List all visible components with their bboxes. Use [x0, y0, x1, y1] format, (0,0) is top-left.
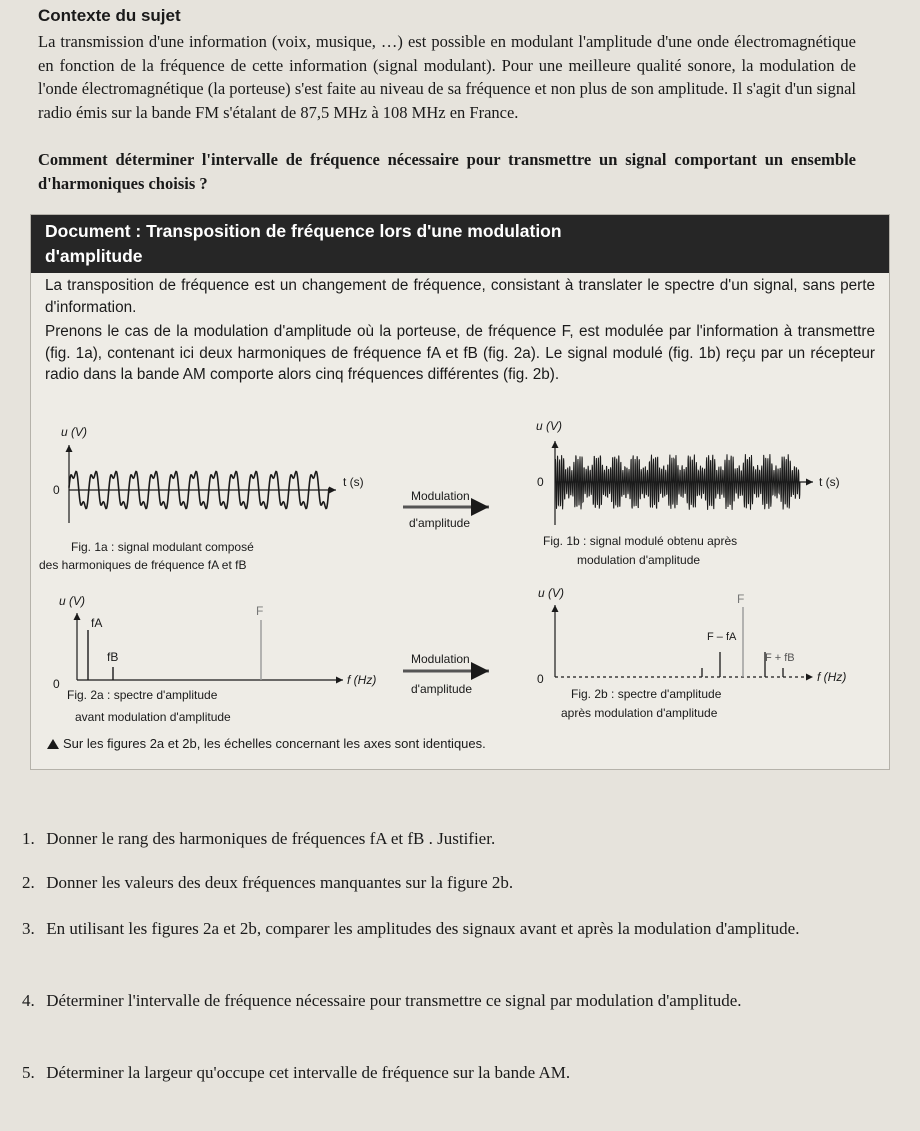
arrow2-label-2: d'amplitude: [411, 682, 472, 696]
fig2a-zero: 0: [53, 677, 60, 691]
context-question: Comment déterminer l'intervalle de fréquence nécessaire pour transmettre un signal comportant un ensemble d'harmoniques choisis ?: [38, 150, 856, 193]
fig1a: [39, 425, 364, 572]
arrow1-label-2: d'amplitude: [409, 516, 470, 530]
figures-panel: [31, 215, 889, 769]
fig2a-label-fB: fB: [107, 650, 119, 664]
fig1b-ylabel: u (V): [536, 419, 563, 433]
fig2b-label-F-minus-fA: F – fA: [707, 631, 737, 643]
question-4-number: 4.: [22, 991, 35, 1010]
fig1b: [536, 419, 840, 567]
question-5-text: Déterminer la largeur qu'occupe cet intervalle de fréquence sur la bande AM.: [46, 1063, 571, 1082]
question-3: [22, 916, 892, 942]
fig2a-caption-2: avant modulation d'amplitude: [75, 710, 231, 724]
fig1a-xlabel: t (s): [343, 475, 364, 489]
question-2-number: 2.: [22, 873, 35, 892]
question-5-number: 5.: [22, 1063, 35, 1082]
fig1a-caption-2: des harmoniques de fréquence fA et fB: [39, 558, 247, 572]
fig2b-label-F-plus-fB: F + fB: [765, 652, 795, 664]
document-paragraph-2: Prenons le cas de la modulation d'amplitude où la porteuse, de fréquence F, est modulée par l'information à transmettre (fig. 1a), contenant ici deux harmoniques de fréquence fA et fB (fig. 2a). Le signal modulé (fig. 1b) reçu par un récepteur radio dans la bande AM comporte alors cinq fréquences différentes (fig. 2b).: [45, 323, 875, 383]
question-1-number: 1.: [22, 829, 35, 848]
fig2a-ylabel: u (V): [59, 594, 86, 608]
question-4: [22, 988, 892, 1014]
fig2b-caption-1: Fig. 2b : spectre d'amplitude: [571, 687, 722, 701]
fig2b-label-F: F: [737, 592, 745, 606]
fig1b-caption-2: modulation d'amplitude: [577, 553, 701, 567]
document-note: [47, 736, 486, 751]
fig1b-caption-1: Fig. 1b : signal modulé obtenu après: [543, 534, 738, 548]
document-box: [30, 214, 890, 770]
question-2: [22, 870, 892, 896]
fig1b-xlabel: t (s): [819, 475, 840, 489]
fig1b-modulated-signal: [555, 454, 800, 510]
fig2b-ylabel: u (V): [538, 586, 565, 600]
fig1a-caption-1: Fig. 1a : signal modulant composé: [71, 540, 254, 554]
fig1a-ylabel: u (V): [61, 425, 88, 439]
fig2b-xlabel: f (Hz): [817, 670, 847, 684]
modulation-arrow-2: [403, 652, 489, 696]
document-note-text: Sur les figures 2a et 2b, les échelles concernant les axes sont identiques.: [63, 736, 486, 751]
context-paragraph: La transmission d'une information (voix, musique, …) est possible en modulant l'amplitude d'une onde électromagnétique en fonction de la fréquence de cette information (signal modulant). Pour une meilleure qualité sonore, la modulation de l'onde électromagnétique (la porteuse) s'est faite au niveau de sa fréquence et non plus de son amplitude. Il s'agit d'un signal radio émis sur la bande FM s'étalant de 87,5 MHz à 108 MHz en France.: [38, 32, 856, 122]
fig2a-label-fA: fA: [91, 616, 103, 630]
warning-triangle-icon: [47, 739, 59, 749]
question-4-text: Déterminer l'intervalle de fréquence nécessaire pour transmettre ce signal par modulation d'amplitude.: [46, 991, 742, 1010]
fig2a-xlabel: f (Hz): [347, 673, 377, 687]
fig2a: [53, 594, 376, 724]
document-title-line2: d'amplitude: [45, 246, 143, 266]
document-title-line1: Document : Transposition de fréquence lors d'une modulation: [45, 221, 562, 241]
question-2-text: Donner les valeurs des deux fréquences manquantes sur la figure 2b.: [46, 873, 514, 892]
document-paragraph-1: La transposition de fréquence est un changement de fréquence, consistant à translater le spectre d'un signal, sans perte d'information.: [45, 277, 875, 316]
modulation-arrow-1: [403, 489, 489, 530]
context-title: Contexte du sujet: [38, 6, 181, 25]
fig2a-caption-1: Fig. 2a : spectre d'amplitude: [67, 688, 218, 702]
arrow1-label-1: Modulation: [411, 489, 470, 503]
fig2b-caption-2: après modulation d'amplitude: [561, 706, 718, 720]
fig2b-zero: 0: [537, 672, 544, 686]
question-1-text: Donner le rang des harmoniques de fréquences fA et fB . Justifier.: [46, 829, 496, 848]
fig1a-zero: 0: [53, 483, 60, 497]
arrow2-label-1: Modulation: [411, 652, 470, 666]
question-1: [22, 826, 892, 852]
fig2b: [537, 586, 846, 720]
fig1b-zero: 0: [537, 475, 544, 489]
question-3-number: 3.: [22, 919, 35, 938]
fig2a-label-F: F: [256, 604, 264, 618]
question-3-text: En utilisant les figures 2a et 2b, comparer les amplitudes des signaux avant et après la modulation d'amplitude.: [46, 919, 800, 938]
question-5: [22, 1060, 892, 1086]
